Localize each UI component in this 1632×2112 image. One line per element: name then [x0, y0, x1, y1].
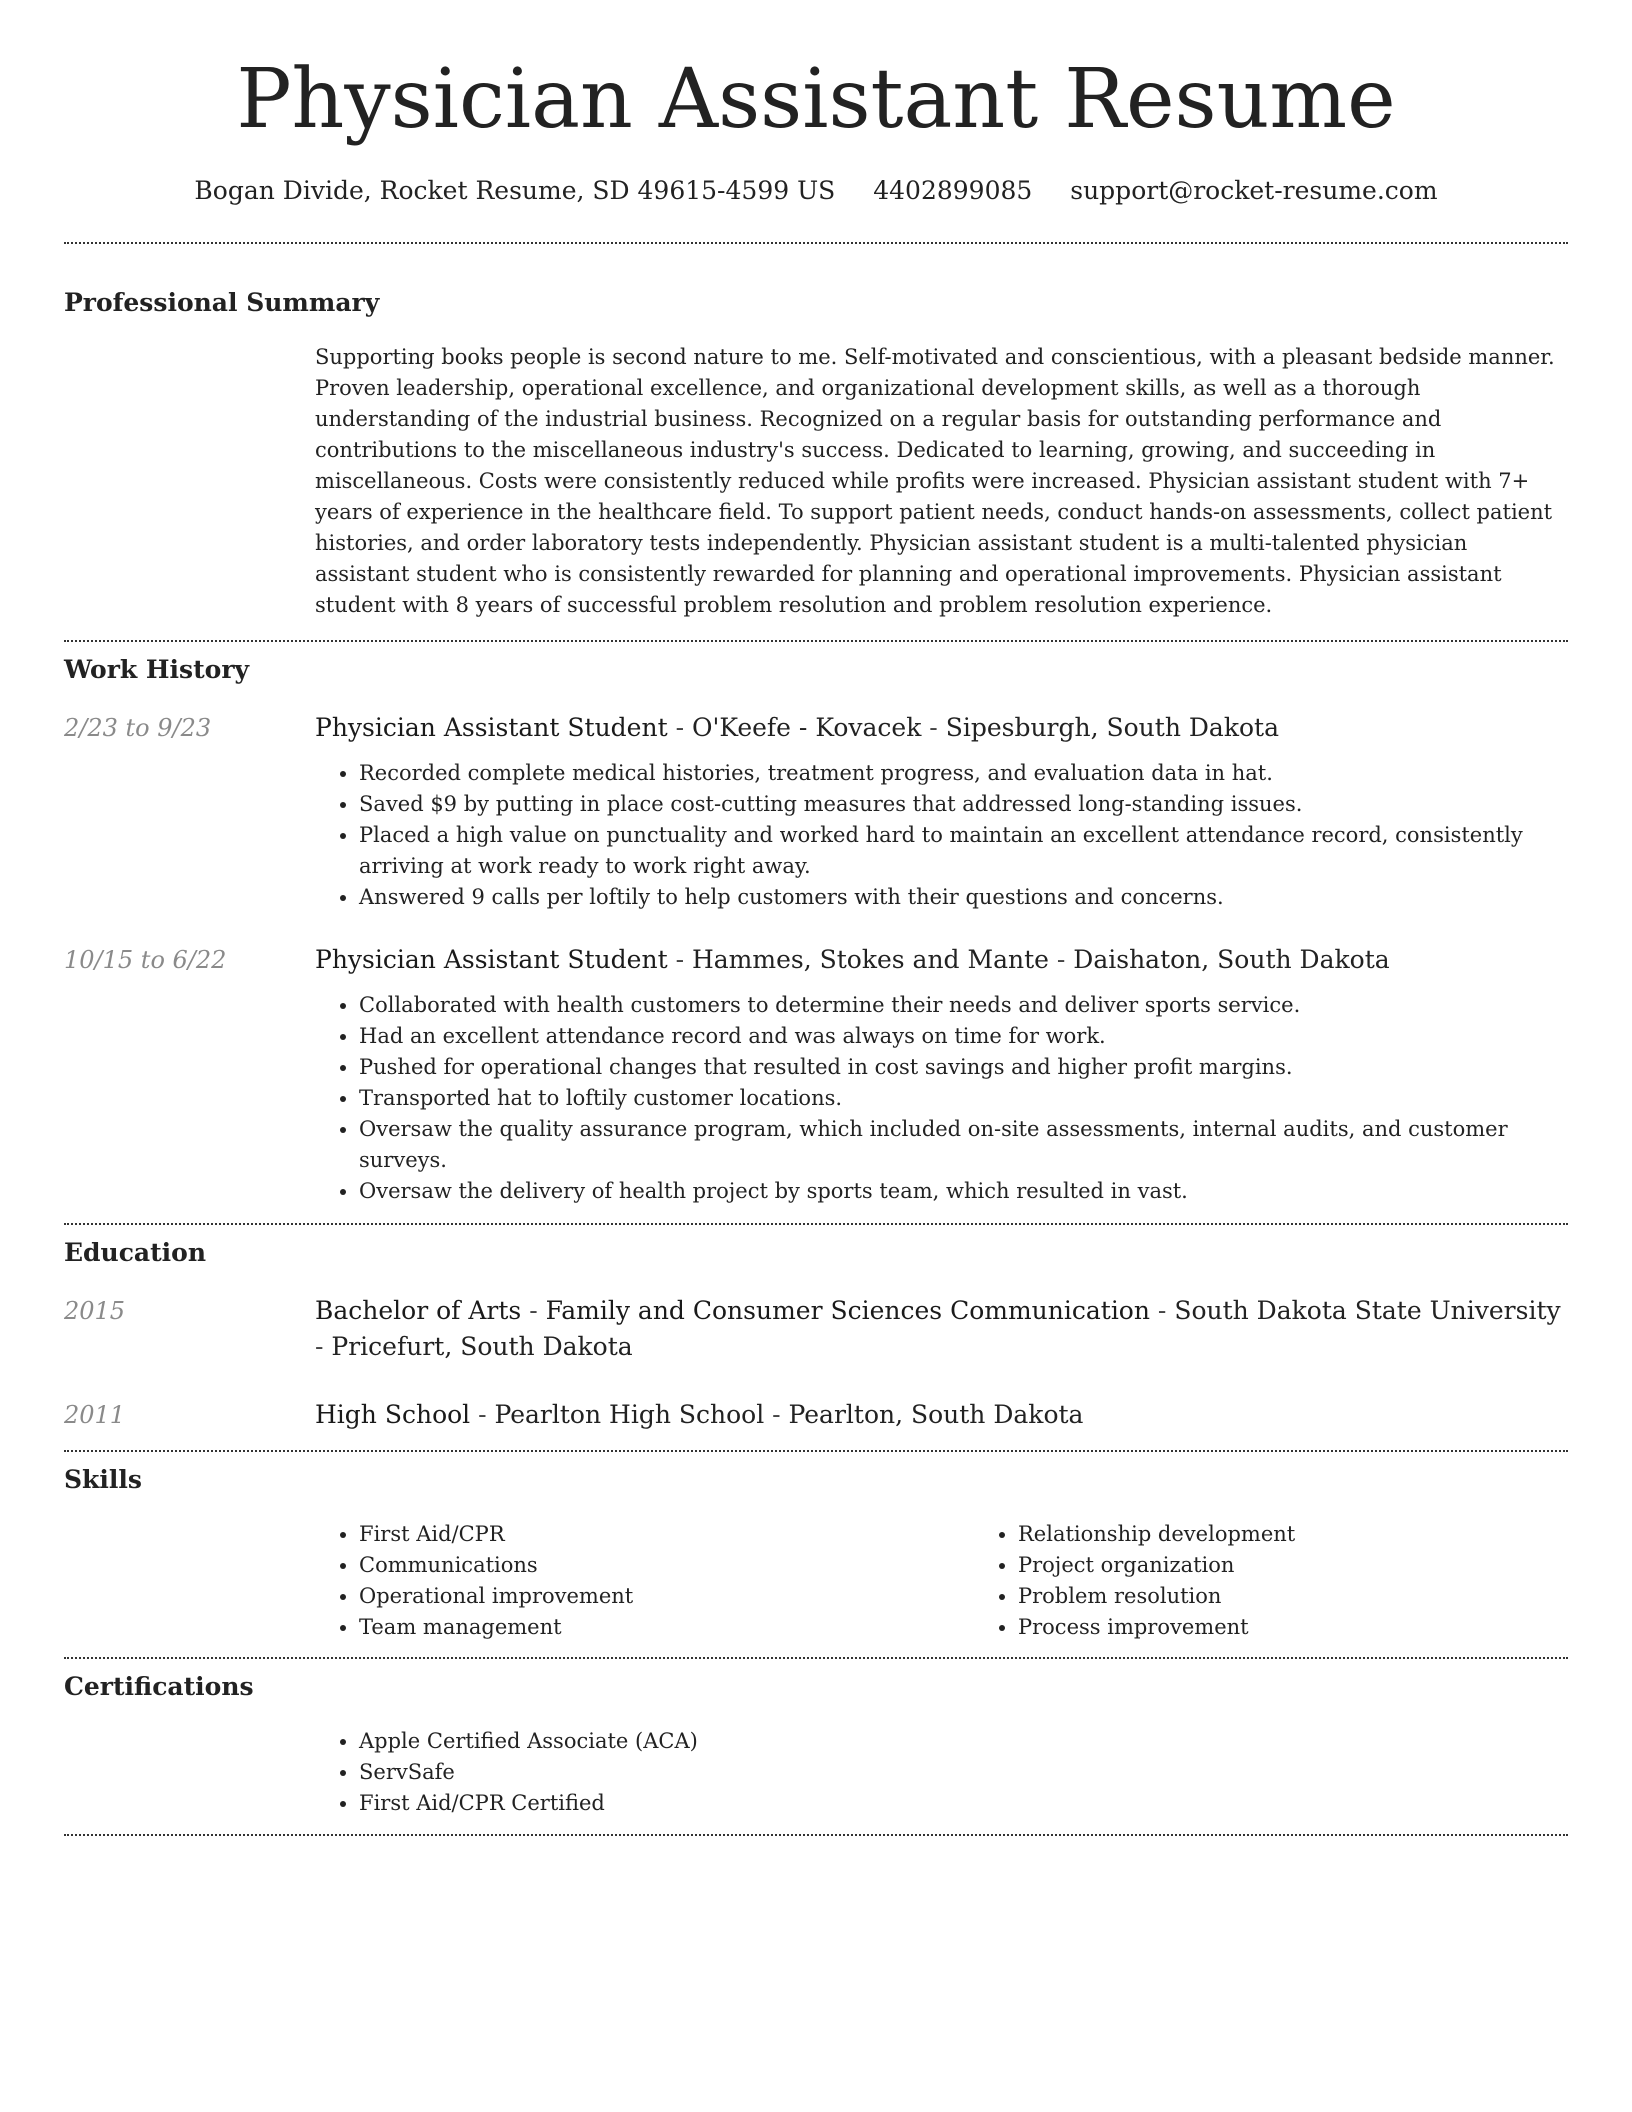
contact-email: support@rocket-resume.com [1070, 176, 1438, 205]
job-role: Physician Assistant Student [315, 945, 668, 974]
section-title-summary: Professional Summary [64, 288, 380, 317]
job-dates: 10/15 to 6/22 [64, 946, 227, 974]
certification-item: • First Aid/CPR Certified [359, 1788, 1568, 1819]
section-title-skills: Skills [64, 1465, 142, 1494]
job-dates: 2/23 to 9/23 [64, 714, 212, 742]
list-item: • Recorded complete medical histories, treatment progress, and evaluation data in hat. [359, 758, 1568, 789]
skill-item: • Project organization [1018, 1550, 1632, 1581]
skills-column-left [315, 1519, 974, 1643]
section-title-certifications: Certifications [64, 1672, 254, 1701]
job-location: Daishaton, South Dakota [1073, 945, 1390, 974]
job-location: Sipesburgh, South Dakota [945, 713, 1279, 742]
list-item: • Had an excellent attendance record and was always on time for work. [359, 1021, 1568, 1052]
list-item: • Oversaw the delivery of health project by sports team, which resulted in vast. [359, 1176, 1568, 1207]
education-location: Pricefurt, South Dakota [331, 1332, 633, 1361]
education-section [64, 1238, 1568, 1433]
certifications-section [64, 1672, 1568, 1819]
education-line: Bachelor of Arts - Family and Consumer Sciences Communication - South Dakota State University - Pricefurt, South Dakota [315, 1296, 1561, 1361]
job-company: Hammes, Stokes and Mante [691, 945, 1049, 974]
job-title-line: Physician Assistant Student - Hammes, Stokes and Mante - Daishaton, South Dakota [315, 945, 1390, 974]
skills-list [315, 1519, 1632, 1643]
list-item: • Placed a high value on punctuality and worked hard to maintain an excellent attendance record, consistently arriving at work ready to work right away. [359, 820, 1568, 882]
skill-item: • Operational improvement [359, 1581, 974, 1612]
education-school: Pearlton High School [494, 1400, 765, 1429]
list-item: • Pushed for operational changes that resulted in cost savings and higher profit margins. [359, 1052, 1568, 1083]
divider [64, 1223, 1568, 1225]
divider [64, 1657, 1568, 1659]
skill-item: • Problem resolution [1018, 1581, 1632, 1612]
contact-phone: 4402899085 [873, 176, 1033, 205]
education-year: 2011 [64, 1401, 126, 1429]
education-degree: Bachelor of Arts [315, 1296, 522, 1325]
divider [64, 1450, 1568, 1452]
list-item: • Saved $9 by putting in place cost-cutting measures that addressed long-standing issues. [359, 789, 1568, 820]
work-history-section [64, 655, 1568, 1207]
skill-item: • Process improvement [1018, 1612, 1632, 1643]
job-entry [64, 710, 1568, 913]
education-school: South Dakota State University [1174, 1296, 1561, 1325]
summary-text: Supporting books people is second nature to me. Self-motivated and conscientious, with a pleasant bedside manner. Proven leadership, operational excellence, and organizational development skills, as well as a thorough understanding of the industrial business. Recognized on a regular basis for outstanding performance and contributions to the miscellaneous industry's success. Dedicated to learning, growing, and succeeding in miscellaneous. Costs were consistently reduced while profits were increased. Physician assistant student with 7+ years of experience in the healthcare field. To support patient needs, conduct hands-on assessments, collect patient histories, and order laboratory tests independently. Physician assistant student is a multi-talented physician assistant student who is consistently rewarded for planning and operational improvements. Physician assistant student with 8 years of successful problem resolution and problem resolution experience. [315, 345, 1555, 617]
section-title-work: Work History [64, 655, 250, 684]
skill-item: • First Aid/CPR [359, 1519, 974, 1550]
job-title-line: Physician Assistant Student - O'Keefe - Kovacek - Sipesburgh, South Dakota [315, 713, 1279, 742]
skills-column-right [974, 1519, 1632, 1643]
section-title-education: Education [64, 1238, 207, 1267]
contact-line [64, 176, 1568, 206]
list-item: • Collaborated with health customers to determine their needs and deliver sports service. [359, 990, 1568, 1021]
job-bullets [315, 758, 1568, 913]
education-degree: High School [315, 1400, 471, 1429]
skill-item: • Relationship development [1018, 1519, 1632, 1550]
divider [64, 640, 1568, 642]
certification-item: • ServSafe [359, 1757, 1568, 1788]
education-entry [64, 1293, 1568, 1365]
resume-page [64, 0, 1568, 1836]
education-location: Pearlton, South Dakota [788, 1400, 1084, 1429]
summary-section [64, 288, 1568, 621]
job-company: O'Keefe - Kovacek [691, 713, 922, 742]
skills-section [64, 1465, 1568, 1643]
education-line: High School - Pearlton High School - Pearlton, South Dakota [315, 1400, 1084, 1429]
list-item: • Oversaw the quality assurance program, which included on-site assessments, internal audits, and customer surveys. [359, 1114, 1568, 1176]
list-item: • Transported hat to loftily customer locations. [359, 1083, 1568, 1114]
job-entry [64, 942, 1568, 1207]
certifications-list [315, 1726, 1568, 1819]
resume-title: Physician Assistant Resume [236, 52, 1396, 147]
contact-address: Bogan Divide, Rocket Resume, SD 49615-4599 US [194, 176, 836, 205]
education-entry [64, 1397, 1568, 1433]
divider [64, 1834, 1568, 1836]
divider [64, 242, 1568, 244]
skill-item: • Team management [359, 1612, 974, 1643]
job-role: Physician Assistant Student [315, 713, 668, 742]
job-bullets [315, 990, 1568, 1207]
education-year: 2015 [64, 1297, 126, 1325]
list-item: • Answered 9 calls per loftily to help customers with their questions and concerns. [359, 882, 1568, 913]
education-field: Family and Consumer Sciences Communication [545, 1296, 1150, 1325]
skill-item: • Communications [359, 1550, 974, 1581]
certification-item: • Apple Certified Associate (ACA) [359, 1726, 1568, 1757]
